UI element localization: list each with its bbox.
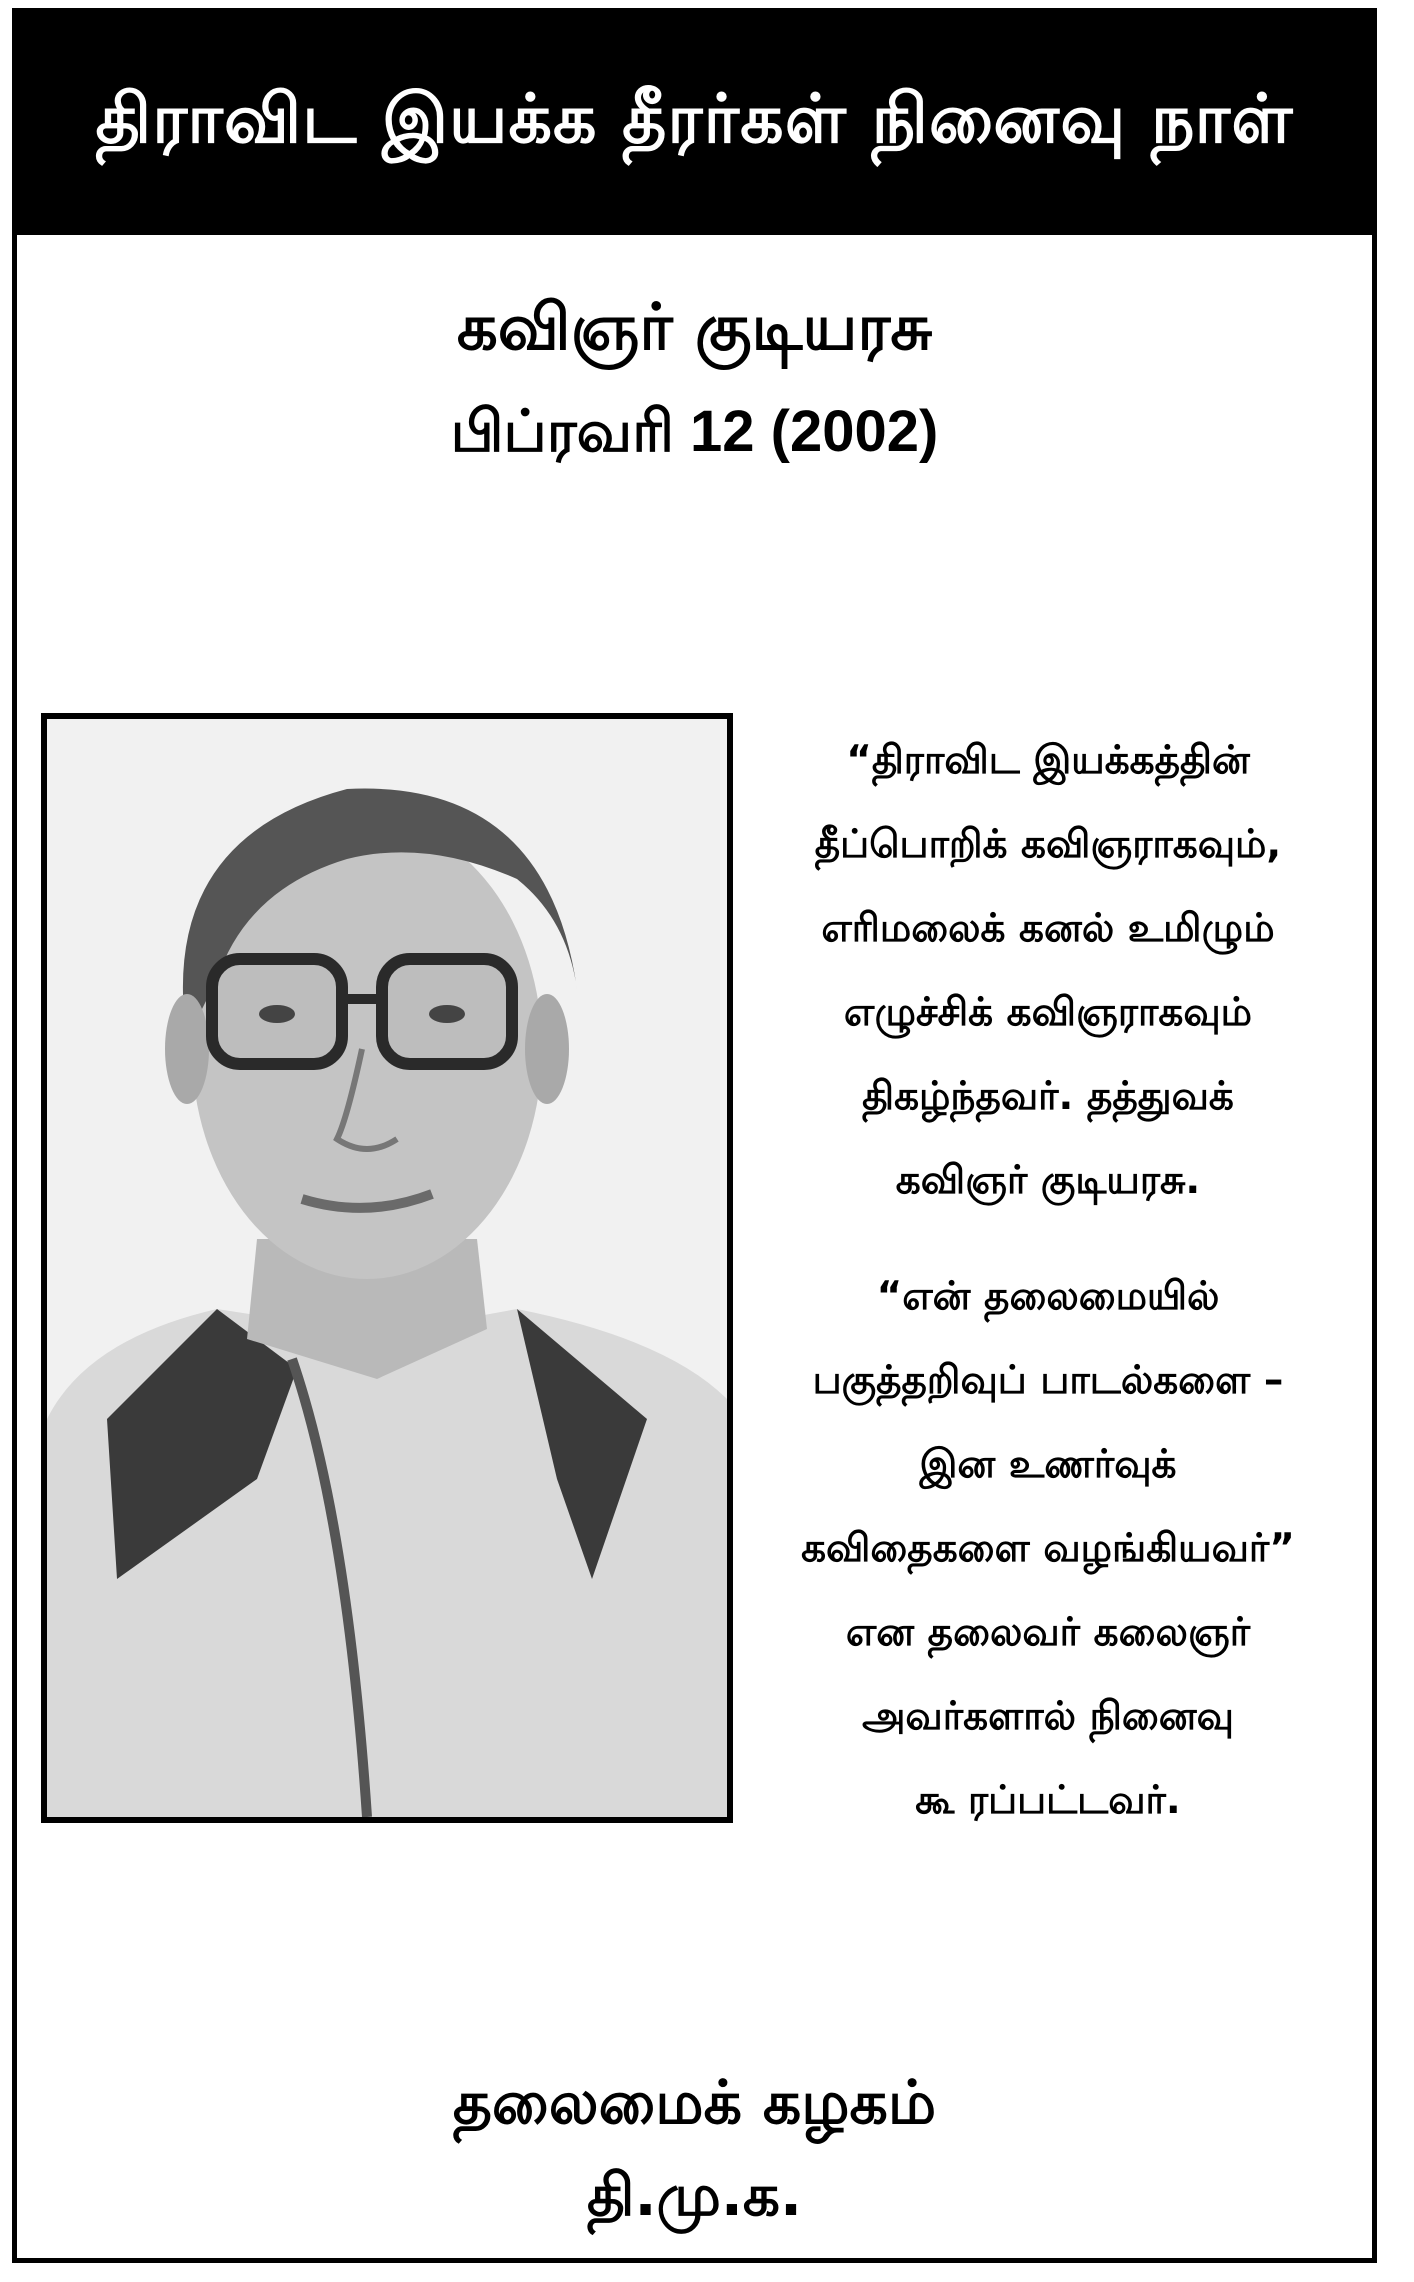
- quote-line: எரிமலைக் கனல் உமிழும்: [821, 906, 1275, 951]
- header-title: திராவிட இயக்க தீரர்கள் நினைவு நாள்: [95, 80, 1294, 159]
- portrait-photo: [41, 713, 733, 1823]
- quote-line: திகழ்ந்தவர். தத்துவக்: [862, 1074, 1234, 1119]
- quote-block-one: [733, 719, 1363, 1223]
- footer-party-name: தி.மு.க.: [586, 2161, 803, 2229]
- header-banner: [17, 13, 1372, 235]
- quote-line: கவிதைகளை வழங்கியவர்”: [801, 1526, 1295, 1571]
- quote-line: இன உணர்வுக்: [919, 1442, 1177, 1487]
- quote-line: எழுச்சிக் கவிஞராகவும்: [843, 990, 1253, 1035]
- quote-line: பகுத்தறிவுப் பாடல்களை –: [812, 1358, 1284, 1403]
- quote-block-two: [733, 1255, 1363, 1843]
- quote-line: “என் தலைமையில்: [876, 1274, 1220, 1319]
- quote-line: என தலைவர் கலைஞர்: [845, 1610, 1251, 1655]
- subject-name: கவிஞர் குடியரசு: [456, 291, 933, 365]
- memorial-date: பிப்ரவரி 12 (2002): [450, 399, 939, 464]
- footer-organization: தலைமைக் கழகம்: [452, 2068, 937, 2138]
- quote-line: “திராவிட இயக்கத்தின்: [846, 738, 1250, 783]
- quote-line: அவர்களால் நினைவு: [862, 1694, 1234, 1739]
- quote-line: கூ ரப்பட்டவர்.: [915, 1778, 1181, 1823]
- portrait-illustration: [47, 719, 727, 1817]
- memorial-notice: [12, 8, 1377, 2263]
- quote-line: கவிஞர் குடியரசு.: [895, 1158, 1201, 1203]
- quote-line: தீப்பொறிக் கவிஞராகவும்,: [814, 822, 1282, 867]
